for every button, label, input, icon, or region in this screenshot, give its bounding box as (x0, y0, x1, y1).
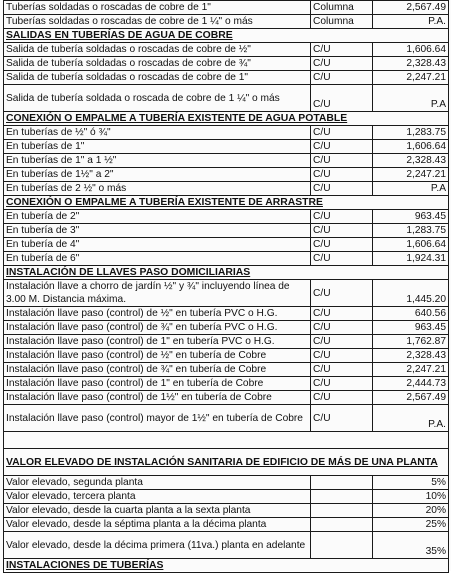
item-price: 963.45 (373, 321, 449, 335)
table-row (4, 307, 449, 321)
item-description: En tuberías de ½" ó ¾" (4, 126, 311, 140)
item-description: Instalación llave paso (control) de 1" en tubería PVC o H.G. (4, 335, 311, 349)
item-unit: C/U (311, 252, 373, 266)
item-unit (311, 518, 373, 532)
table-row (4, 71, 449, 85)
item-price: 2,328.43 (373, 154, 449, 168)
item-price: 1,283.75 (373, 224, 449, 238)
item-description: Instalación llave paso (control) de ¾" en tubería de Cobre (4, 363, 311, 377)
item-price: 2,328.43 (373, 349, 449, 363)
section-title: SALIDAS EN TUBERÍAS DE AGUA DE COBRE (4, 29, 449, 43)
item-price: 35% (373, 532, 449, 559)
item-description: Valor elevado, desde la décima primera (11va.) planta en adelante (4, 532, 311, 559)
section-title: CONEXIÓN O EMPALME A TUBERÍA EXISTENTE DE AGUA POTABLE (4, 112, 449, 126)
item-price: 10% (373, 490, 449, 504)
table-row (4, 280, 449, 307)
table-row (4, 1, 449, 15)
item-unit: Columna (311, 15, 373, 29)
item-description: En tubería de 6" (4, 252, 311, 266)
table-row (4, 182, 449, 196)
item-description: Instalación llave paso (control) de 1" en tubería de Cobre (4, 377, 311, 391)
table-row (4, 476, 449, 490)
item-price: P.A (373, 85, 449, 112)
tariff-table-body (4, 1, 449, 573)
item-description: Valor elevado, segunda planta (4, 476, 311, 490)
item-description: Valor elevado, desde la séptima planta a la décima planta (4, 518, 311, 532)
section-title: INSTALACIONES DE TUBERÍAS (4, 559, 449, 573)
item-price: P.A (373, 182, 449, 196)
item-price: 1,762.87 (373, 335, 449, 349)
item-description: En tuberías de 1" a 1 ½" (4, 154, 311, 168)
table-row (4, 321, 449, 335)
table-row (4, 85, 449, 112)
item-description: Salida de tubería soldada o roscada de cobre de 1 ¼" o más (4, 85, 311, 112)
item-price: 2,247.21 (373, 363, 449, 377)
section-header-row (4, 196, 449, 210)
item-price: P.A. (373, 405, 449, 432)
table-row (4, 238, 449, 252)
item-unit: C/U (311, 168, 373, 182)
item-description: En tubería de 3" (4, 224, 311, 238)
table-row (4, 15, 449, 29)
item-price: 20% (373, 504, 449, 518)
item-unit: C/U (311, 405, 373, 432)
item-price: 1,606.64 (373, 43, 449, 57)
table-row (4, 518, 449, 532)
table-row (4, 504, 449, 518)
item-unit (311, 476, 373, 490)
item-description: Salida de tubería soldadas o roscadas de cobre de 1" (4, 71, 311, 85)
item-price: 640.56 (373, 307, 449, 321)
item-unit: C/U (311, 280, 373, 307)
item-description: Instalación llave paso (control) de 1½" en tubería de Cobre (4, 391, 311, 405)
item-unit: C/U (311, 307, 373, 321)
item-unit: C/U (311, 85, 373, 112)
item-description: Valor elevado, desde la cuarta planta a la sexta planta (4, 504, 311, 518)
item-price: 1,606.64 (373, 238, 449, 252)
item-unit: C/U (311, 238, 373, 252)
item-unit: C/U (311, 126, 373, 140)
table-row (4, 391, 449, 405)
table-row (4, 224, 449, 238)
table-row (4, 140, 449, 154)
item-unit (311, 490, 373, 504)
table-row (4, 43, 449, 57)
item-unit: C/U (311, 140, 373, 154)
item-description: En tuberías de 1" (4, 140, 311, 154)
item-unit: Columna (311, 1, 373, 15)
item-unit (311, 504, 373, 518)
table-row (4, 532, 449, 559)
item-unit: C/U (311, 363, 373, 377)
item-price: 2,444.73 (373, 377, 449, 391)
item-price: 1,606.64 (373, 140, 449, 154)
table-row (4, 210, 449, 224)
item-unit: C/U (311, 43, 373, 57)
item-description: Salida de tubería soldadas o roscadas de cobre de ¾" (4, 57, 311, 71)
section-title: INSTALACIÓN DE LLAVES PASO DOMICILIARIAS (4, 266, 449, 280)
table-row (4, 335, 449, 349)
section-header-row (4, 29, 449, 43)
item-price: 2,247.21 (373, 71, 449, 85)
item-unit: C/U (311, 335, 373, 349)
item-description: En tuberías de 1½" a 2" (4, 168, 311, 182)
item-unit: C/U (311, 154, 373, 168)
item-description: Instalación llave paso (control) mayor de 1½" en tubería de Cobre (4, 405, 311, 432)
item-unit: C/U (311, 349, 373, 363)
section-header-row (4, 266, 449, 280)
item-description: Valor elevado, tercera planta (4, 490, 311, 504)
table-row (4, 168, 449, 182)
table-row (4, 363, 449, 377)
item-unit: C/U (311, 321, 373, 335)
section-title: CONEXIÓN O EMPALME A TUBERÍA EXISTENTE DE ARRASTRE (4, 196, 449, 210)
item-price: P.A. (373, 15, 449, 29)
item-unit: C/U (311, 391, 373, 405)
item-description: En tubería de 2" (4, 210, 311, 224)
section-header-row (4, 112, 449, 126)
item-price: 1,283.75 (373, 126, 449, 140)
item-description: Instalación llave paso (control) de ½" en tubería de Cobre (4, 349, 311, 363)
tariff-table (3, 0, 449, 573)
item-description: Tuberías soldadas o roscadas de cobre de 1" (4, 1, 311, 15)
item-price: 2,328.43 (373, 57, 449, 71)
table-row (4, 349, 449, 363)
item-description: Tuberías soldadas o roscadas de cobre de 1 ¼" o más (4, 15, 311, 29)
table-row (4, 490, 449, 504)
item-price: 25% (373, 518, 449, 532)
item-unit (311, 532, 373, 559)
item-unit: C/U (311, 71, 373, 85)
item-description: En tuberías de 2 ½" o más (4, 182, 311, 196)
item-price: 1,445.20 (373, 280, 449, 307)
item-unit: C/U (311, 57, 373, 71)
section-header-row (4, 559, 449, 573)
item-price: 2,567.49 (373, 391, 449, 405)
table-row (4, 154, 449, 168)
table-row (4, 405, 449, 432)
item-price: 2,247.21 (373, 168, 449, 182)
item-unit: C/U (311, 210, 373, 224)
item-price: 1,924.31 (373, 252, 449, 266)
table-row (4, 57, 449, 71)
item-description: Instalación llave a chorro de jardín ½" y ¾" incluyendo línea de 3.00 M. Distancia máxima. (4, 280, 311, 307)
item-description: En tubería de 4" (4, 238, 311, 252)
item-description: Salida de tubería soldadas o roscadas de cobre de ½" (4, 43, 311, 57)
table-row (4, 377, 449, 391)
item-price: 2,567.49 (373, 1, 449, 15)
item-unit: C/U (311, 224, 373, 238)
section-header-row (4, 449, 449, 476)
table-row (4, 252, 449, 266)
item-unit: C/U (311, 377, 373, 391)
item-description: Instalación llave paso (control) de ½" en tubería PVC o H.G. (4, 307, 311, 321)
blank-row (4, 432, 449, 449)
section-title: VALOR ELEVADO DE INSTALACIÓN SANITARIA DE EDIFICIO DE MÁS DE UNA PLANTA (4, 449, 449, 476)
item-price: 5% (373, 476, 449, 490)
item-unit: C/U (311, 182, 373, 196)
table-row (4, 126, 449, 140)
item-price: 963.45 (373, 210, 449, 224)
item-description: Instalación llave paso (control) de ¾" en tubería PVC o H.G. (4, 321, 311, 335)
blank-cell (4, 432, 449, 449)
